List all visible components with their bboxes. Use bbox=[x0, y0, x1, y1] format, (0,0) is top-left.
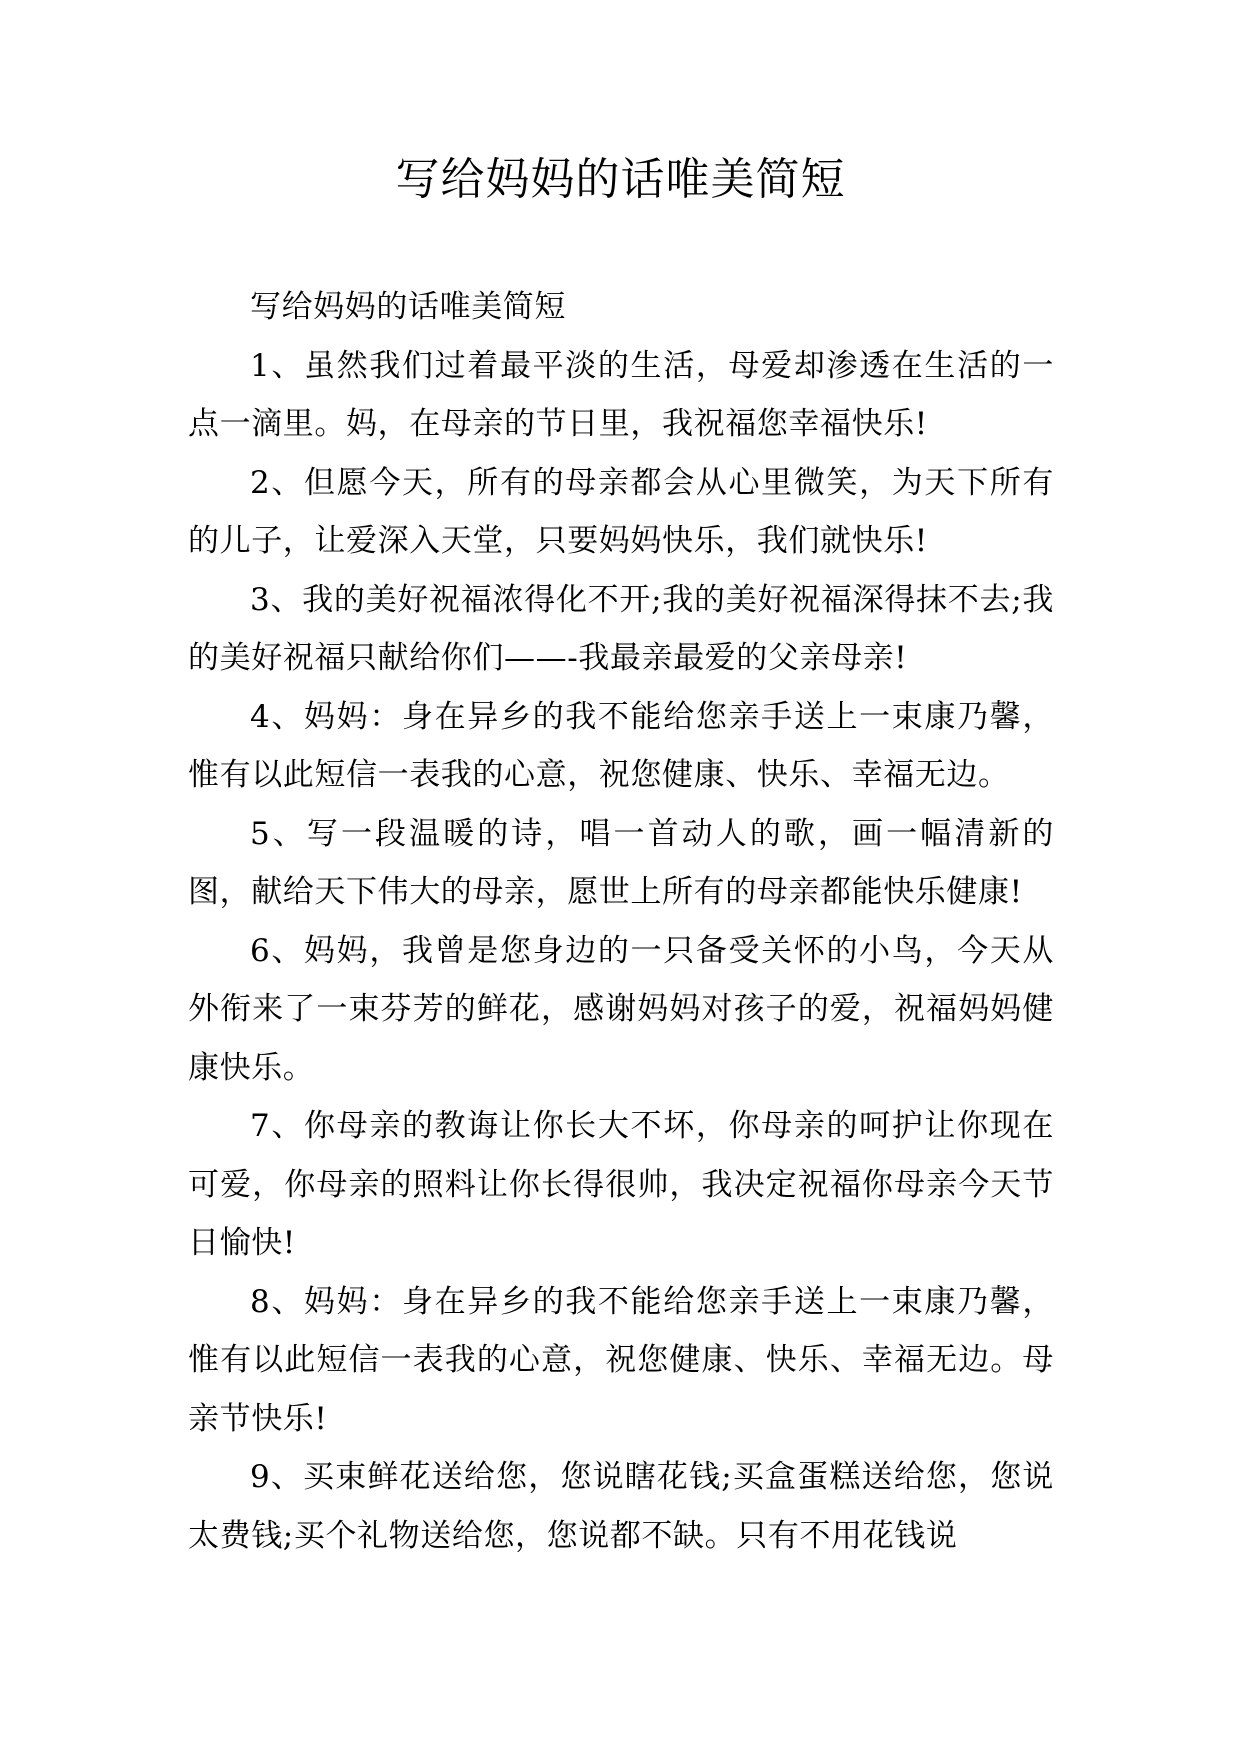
document-body bbox=[188, 278, 1054, 1565]
paragraph-4: 4、妈妈：身在异乡的我不能给您亲手送上一束康乃馨，惟有以此短信一表我的心意，祝您健康、快乐、幸福无边。 bbox=[188, 698, 1054, 793]
paragraph-9: 9、买束鲜花送给您，您说瞎花钱;买盒蛋糕送给您，您说太费钱;买个礼物送给您，您说都不缺。只有不用花钱说 bbox=[188, 1459, 1054, 1554]
document-title: 写给妈妈的话唯美简短 bbox=[395, 154, 846, 205]
paragraph-6: 6、妈妈，我曾是您身边的一只备受关怀的小鸟，今天从外衔来了一束芬芳的鲜花，感谢妈妈对孩子的爱，祝福妈妈健康快乐。 bbox=[188, 932, 1054, 1086]
paragraph-3: 3、我的美好祝福浓得化不开;我的美好祝福深得抹不去;我的美好祝福只献给你们——-我最亲最爱的父亲母亲! bbox=[188, 581, 1054, 676]
paragraph-2: 2、但愿今天，所有的母亲都会从心里微笑，为天下所有的儿子，让爱深入天堂，只要妈妈快乐，我们就快乐! bbox=[188, 464, 1054, 559]
paragraph-5: 5、写一段温暖的诗，唱一首动人的歌，画一幅清新的图，献给天下伟大的母亲，愿世上所有的母亲都能快乐健康! bbox=[188, 815, 1054, 910]
paragraph-1: 1、虽然我们过着最平淡的生活，母爱却渗透在生活的一点一滴里。妈，在母亲的节日里，我祝福您幸福快乐! bbox=[188, 347, 1054, 442]
paragraph-8: 8、妈妈：身在异乡的我不能给您亲手送上一束康乃馨，惟有以此短信一表我的心意，祝您健康、快乐、幸福无边。母亲节快乐! bbox=[188, 1283, 1054, 1437]
paragraph-heading: 写给妈妈的话唯美简短 bbox=[250, 289, 566, 325]
paragraph-7: 7、你母亲的教诲让你长大不坏，你母亲的呵护让你现在可爱，你母亲的照料让你长得很帅，我决定祝福你母亲今天节日愉快! bbox=[188, 1108, 1054, 1261]
